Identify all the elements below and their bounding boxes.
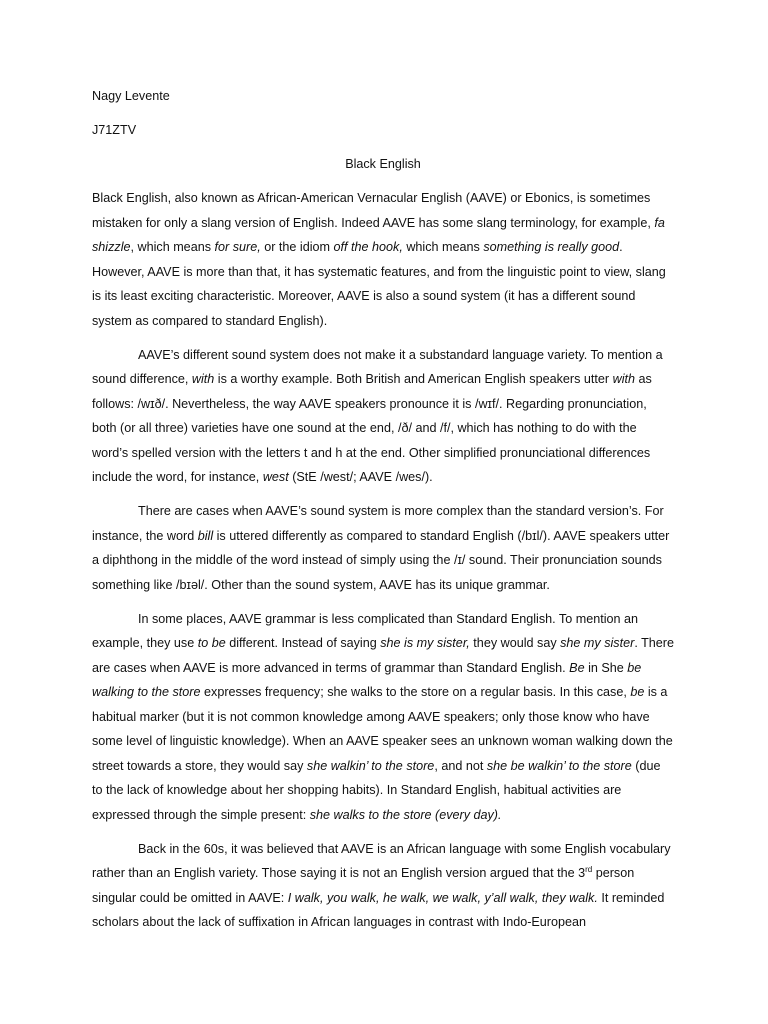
italic-term: with — [191, 372, 215, 386]
text-run: . However, AAVE is more than that, it has systematic features, and from the linguistic point to view, slang is its least exciting characteristic. Moreover, AAVE is also a sound system (it has a different sound system as compared to standard English). — [92, 240, 666, 328]
author-name: Nagy Levente — [92, 89, 170, 103]
italic-term: for sure, — [214, 240, 261, 254]
text-run: which means — [402, 240, 484, 254]
text-run: , and not — [434, 758, 487, 773]
italic-term: I walk, you walk, he walk, we walk, y’all walk, they walk. — [287, 890, 598, 905]
body-paragraph-1 — [92, 186, 674, 333]
text-run: different. Instead of saying — [225, 636, 381, 650]
student-code: J71ZTV — [92, 123, 137, 137]
text-run: , which means — [130, 240, 215, 254]
italic-term: bill — [197, 528, 214, 543]
italic-term: she be walkin’ to the store — [486, 758, 632, 773]
italic-term: she walkin’ to the store — [306, 758, 435, 773]
text-run: AAVE’s different sound system does not make it a substandard language variety. To mention a sound difference, — [92, 347, 663, 386]
italic-term: west — [262, 470, 289, 484]
italic-term: Be — [569, 660, 585, 675]
text-run: In some places, AAVE grammar is less complicated than Standard English. To mention an example, they use — [92, 611, 639, 650]
document-title: Black English — [345, 157, 421, 171]
text-run: is a habitual marker (but it is not common knowledge among AAVE speakers; only those know who have some level of linguistic knowledge). When an AAVE speaker sees an unknown woman walking down the street towards a store, they would say — [92, 685, 673, 773]
text-run: There are cases when AAVE’s sound system is more complex than the standard version’s. For instance, the word — [92, 504, 664, 543]
body-paragraph-5 — [92, 837, 674, 935]
text-run: (due to the lack of knowledge about her shopping habits). In Standard English, habitual activities are expressed through the simple present: — [92, 758, 661, 822]
text-run: is a worthy example. Both British and American English speakers utter — [214, 372, 613, 386]
italic-term: something is really good — [483, 240, 620, 254]
text-run: (StE /west/; AAVE /wes/). — [288, 470, 433, 484]
body-paragraph-2 — [92, 343, 674, 490]
text-run: It reminded scholars about the lack of suffixation in African languages in contrast with Indo-European — [92, 890, 665, 929]
italic-term: be — [630, 685, 645, 699]
paragraphs-container — [92, 186, 674, 935]
italic-term: fa shizzle — [92, 215, 665, 254]
text-run: or the idiom — [260, 240, 334, 254]
text-run: they would say — [469, 636, 561, 650]
italic-term: with — [612, 372, 635, 386]
italic-term: be walking to the store — [92, 660, 642, 699]
document-body — [92, 84, 674, 944]
body-paragraph-3 — [92, 499, 674, 597]
italic-term: she is my sister, — [380, 636, 470, 650]
text-run: person singular could be omitted in AAVE: — [92, 866, 635, 905]
italic-term: to be — [197, 636, 226, 650]
italic-term: she walks to the store (every day). — [309, 807, 502, 822]
text-run: expresses frequency; she walks to the store on a regular basis. In this case, — [200, 685, 631, 699]
text-run: . There are cases when AAVE is more advanced in terms of grammar than Standard English. — [92, 636, 674, 675]
text-run: as follows: /wɪð/. Nevertheless, the way AAVE speakers pronounce it is /wɪf/. Regarding pronunciation, both (or all three) varieties have one sound at the end, /ð/ and /f/, which has nothing to do with the word’s spelled version with the letters t and h at the end. Other simplified pronunciational differences include the word, for instance, — [92, 372, 652, 484]
body-paragraph-4 — [92, 607, 674, 828]
text-run: Back in the 60s, it was believed that AAVE is an African language with some English vocabulary rather than an English variety. Those saying it is not an English version argued that the 3 — [92, 841, 671, 880]
italic-term: off the hook, — [333, 240, 403, 254]
italic-term: she my sister — [560, 636, 635, 650]
text-run: Black English, also known as African-American Vernacular English (AAVE) or Ebonics, is sometimes mistaken for only a slang version of English. Indeed AAVE has some slang terminology, for example, — [92, 191, 655, 230]
text-run: is uttered differently as compared to standard English (/bɪl/). AAVE speakers utter a diphthong in the middle of the word instead of simply using the /ɪ/ sound. Their pronunciation sounds something like /bɪəl/. Other than the sound system, AAVE has its unique grammar. — [92, 528, 670, 592]
text-run: in She — [584, 660, 628, 675]
superscript: rd — [585, 864, 593, 874]
